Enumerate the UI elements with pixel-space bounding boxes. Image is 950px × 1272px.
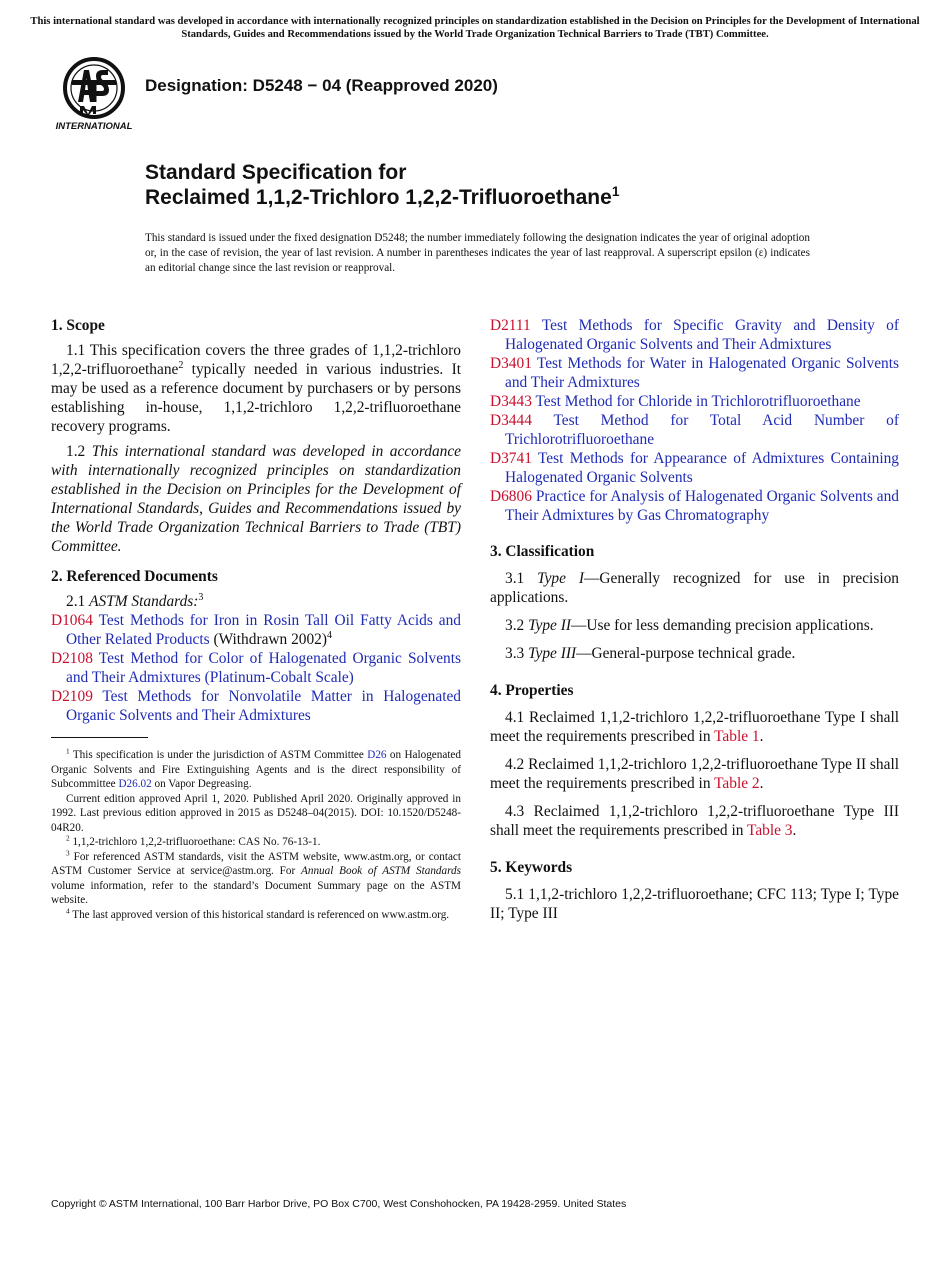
- item-text: 4.1 Reclaimed 1,1,2-trichloro 1,2,2-trifluoroethane Type I shall meet the requirements prescribed in: [490, 709, 899, 745]
- ref-item-d3443[interactable]: [490, 392, 899, 411]
- scope-p2-number: 1.2: [66, 443, 92, 460]
- logo-text: INTERNATIONAL: [55, 121, 133, 132]
- ref-extra: (Withdrawn 2002): [209, 631, 327, 648]
- scope-paragraph-2: [51, 442, 461, 556]
- top-notice: This international standard was developed in accordance with internationally recognized principles on standardization established in the Decision on Principles for the Development of International Standards, Guides and Recommendations issued by the World Trade Organization Technical Barriers to Trade (TBT) Committee.: [30, 16, 920, 40]
- ref-code[interactable]: D3741: [490, 450, 532, 467]
- ref-item-d2111[interactable]: [490, 316, 899, 354]
- classification-item-3: [490, 644, 899, 663]
- copyright-notice: Copyright © ASTM International, 100 Barr Harbor Drive, PO Box C700, West Conshohocken, PA 19428-2959. United States: [51, 1198, 627, 1210]
- ref-title[interactable]: Test Methods for Iron in Rosin Tall Oil Fatty Acids and Other Related Products: [66, 612, 461, 648]
- footnote-number: 1: [66, 747, 70, 756]
- ref-code[interactable]: D2111: [490, 317, 531, 334]
- footnote-3: [51, 850, 461, 908]
- table-3-link[interactable]: Table 3: [747, 822, 793, 839]
- footnote-mark-3[interactable]: 3: [198, 591, 204, 603]
- ref-title[interactable]: Test Methods for Water in Halogenated Organic Solvents and Their Admixtures: [505, 355, 899, 391]
- title-line-2-text: Reclaimed 1,1,2-Trichloro 1,2,2-Trifluoroethane: [145, 186, 612, 209]
- item-text: —Use for less demanding precision applications.: [570, 617, 874, 634]
- item-text: 4.3 Reclaimed 1,1,2-trichloro 1,2,2-trifluoroethane Type III shall meet the requirements prescribed in: [490, 803, 899, 839]
- item-end: .: [792, 822, 797, 839]
- properties-item-1: [490, 708, 899, 746]
- scope-p1-text-cont: typically needed in various industries. It may be used as a reference document by purchasers or by persons establishing in-house, 1,1,2-trichloro 1,2,2-trifluoroethane recovery programs.: [51, 361, 461, 435]
- footnote-number: 3: [66, 848, 70, 857]
- item-text: 4.2 Reclaimed 1,1,2-trichloro 1,2,2-trifluoroethane Type II shall meet the requirements prescribed in: [490, 756, 899, 792]
- ref-title[interactable]: Test Method for Total Acid Number of Trichlorotrifluoroethane: [505, 412, 900, 448]
- footnotes: [51, 748, 461, 922]
- footnote-divider: [51, 737, 148, 738]
- ref-code[interactable]: D3444: [490, 412, 532, 429]
- footnote-2: [51, 835, 461, 850]
- ref-item-d6806[interactable]: [490, 487, 899, 525]
- type-label: Type III: [528, 645, 577, 662]
- left-column: [51, 316, 461, 725]
- ref-title[interactable]: Test Methods for Specific Gravity and Density of Halogenated Organic Solvents and Their Admixtures: [505, 317, 899, 353]
- committee-link[interactable]: D26: [367, 749, 387, 761]
- footnote-number: 4: [66, 906, 70, 915]
- ref-item-d2109[interactable]: [51, 687, 461, 725]
- properties-item-3: [490, 802, 899, 840]
- section-heading-keywords: 5. Keywords: [490, 859, 573, 876]
- ref-item-d1064[interactable]: [51, 611, 461, 649]
- designation: Designation: D5248 − 04 (Reapproved 2020): [145, 76, 498, 95]
- ref-item-d2108[interactable]: [51, 649, 461, 687]
- footnote-4: [51, 908, 461, 923]
- footnote-text: This specification is under the jurisdiction of ASTM Committee: [72, 749, 368, 761]
- classification-item-2: [490, 616, 899, 635]
- ref-title[interactable]: Test Methods for Appearance of Admixtures Containing Halogenated Organic Solvents: [505, 450, 899, 486]
- footnote-text: For referenced ASTM standards, visit the ASTM website, www.astm.org, or contact ASTM Customer Service at service@astm.org. For: [51, 850, 461, 877]
- footnote-number: 2: [66, 834, 70, 843]
- astm-standards-subheading: [51, 592, 461, 611]
- footnote-text: on Vapor Degreasing.: [151, 778, 252, 790]
- scope-p1-text: 1.1 This specification covers the three grades of 1,1,2-trichloro 1,2,2-trifluoroethane: [51, 342, 461, 378]
- footnote-mark-4[interactable]: 4: [326, 629, 332, 641]
- footnote-text: on Halogenated Organic Solvents and Fire Extinguishing Agents and is the direct responsibility of Subcommittee: [51, 749, 461, 790]
- scope-p2-text: This international standard was developed in accordance with internationally recognized principles on standardization established in the Decision on Principles for the Development of International Standards, Guides and Recommendations issued by the World Trade Organization Technical Barriers to Trade (TBT) Committee.: [51, 443, 461, 555]
- section-heading-classification: 3. Classification: [490, 543, 595, 560]
- ref-title[interactable]: Test Methods for Nonvolatile Matter in Halogenated Organic Solvents and Their Admixtures: [66, 688, 461, 724]
- item-end: .: [759, 728, 764, 745]
- astm-logo: [52, 56, 136, 132]
- intro-paragraph: This standard is issued under the fixed designation D5248; the number immediately following the designation indicates the year of original adoption or, in the case of revision, the year of last revision. A number in parentheses indicates the year of last reapproval. A superscript epsilon (ε) indicates an editorial change since the last revision or reapproval.: [145, 232, 810, 274]
- footnote-1-edition: Current edition approved April 1, 2020. Published April 2020. Originally approved in 1992. Last previous edition approved in 2015 as D5248–04(2015). DOI: 10.1520/D5248-04R20.: [51, 792, 461, 834]
- title-line-1: Standard Specification for: [145, 161, 407, 184]
- scope-paragraph-1: [51, 341, 461, 436]
- ref-code[interactable]: D1064: [51, 612, 93, 629]
- ref-title[interactable]: Test Method for Color of Halogenated Organic Solvents and Their Admixtures (Platinum-Cobalt Scale): [66, 650, 461, 686]
- item-end: .: [759, 775, 764, 792]
- keywords-text: 5.1 1,1,2-trichloro 1,2,2-trifluoroethane; CFC 113; Type I; Type II; Type III: [490, 886, 899, 922]
- ref-title[interactable]: Test Method for Chloride in Trichlorotrifluoroethane: [535, 393, 861, 410]
- ref-item-d3401[interactable]: [490, 354, 899, 392]
- item-text: —General-purpose technical grade.: [576, 645, 796, 662]
- section-heading-scope: 1. Scope: [51, 317, 105, 334]
- item-number: 3.3: [505, 645, 529, 662]
- subheading-number: 2.1: [66, 593, 90, 610]
- properties-item-2: [490, 755, 899, 793]
- right-column: [490, 316, 899, 923]
- ref-code[interactable]: D3443: [490, 393, 532, 410]
- footnote-text: volume information, refer to the standard’s Document Summary page on the ASTM website.: [51, 879, 461, 906]
- table-2-link[interactable]: Table 2: [714, 775, 760, 792]
- section-heading-properties: 4. Properties: [490, 682, 574, 699]
- ref-code[interactable]: D2109: [51, 688, 93, 705]
- footnote-text: The last approved version of this historical standard is referenced on www.astm.org.: [72, 908, 450, 921]
- ref-title[interactable]: Practice for Analysis of Halogenated Organic Solvents and Their Admixtures by Gas Chromatography: [505, 488, 899, 524]
- subheading-label: ASTM Standards:: [89, 593, 199, 610]
- type-label: Type II: [528, 617, 571, 634]
- item-text: —Generally recognized for use in precision applications.: [490, 570, 899, 606]
- ref-code[interactable]: D3401: [490, 355, 532, 372]
- footnote-text: 1,1,2-trichloro 1,2,2-trifluoroethane: CAS No. 76-13-1.: [72, 836, 321, 848]
- classification-item-1: [490, 569, 899, 607]
- table-1-link[interactable]: Table 1: [714, 728, 760, 745]
- section-heading-referenced-documents: 2. Referenced Documents: [51, 568, 218, 585]
- title-line-2: [145, 185, 619, 210]
- item-number: 3.1: [505, 570, 538, 587]
- type-label: Type I: [537, 570, 584, 587]
- footnote-mark-2[interactable]: 2: [178, 359, 184, 371]
- title-footnote-mark[interactable]: 1: [611, 184, 620, 199]
- subcommittee-link[interactable]: D26.02: [118, 778, 152, 790]
- ref-code[interactable]: D6806: [490, 488, 532, 505]
- footnote-1: [51, 748, 461, 792]
- document-title: [145, 160, 619, 210]
- ref-code[interactable]: D2108: [51, 650, 93, 667]
- item-number: 3.2: [505, 617, 529, 634]
- ref-item-d3741[interactable]: [490, 449, 899, 487]
- ref-item-d3444[interactable]: [490, 411, 899, 449]
- footnote-text-italic: Annual Book of ASTM Standards: [301, 865, 461, 877]
